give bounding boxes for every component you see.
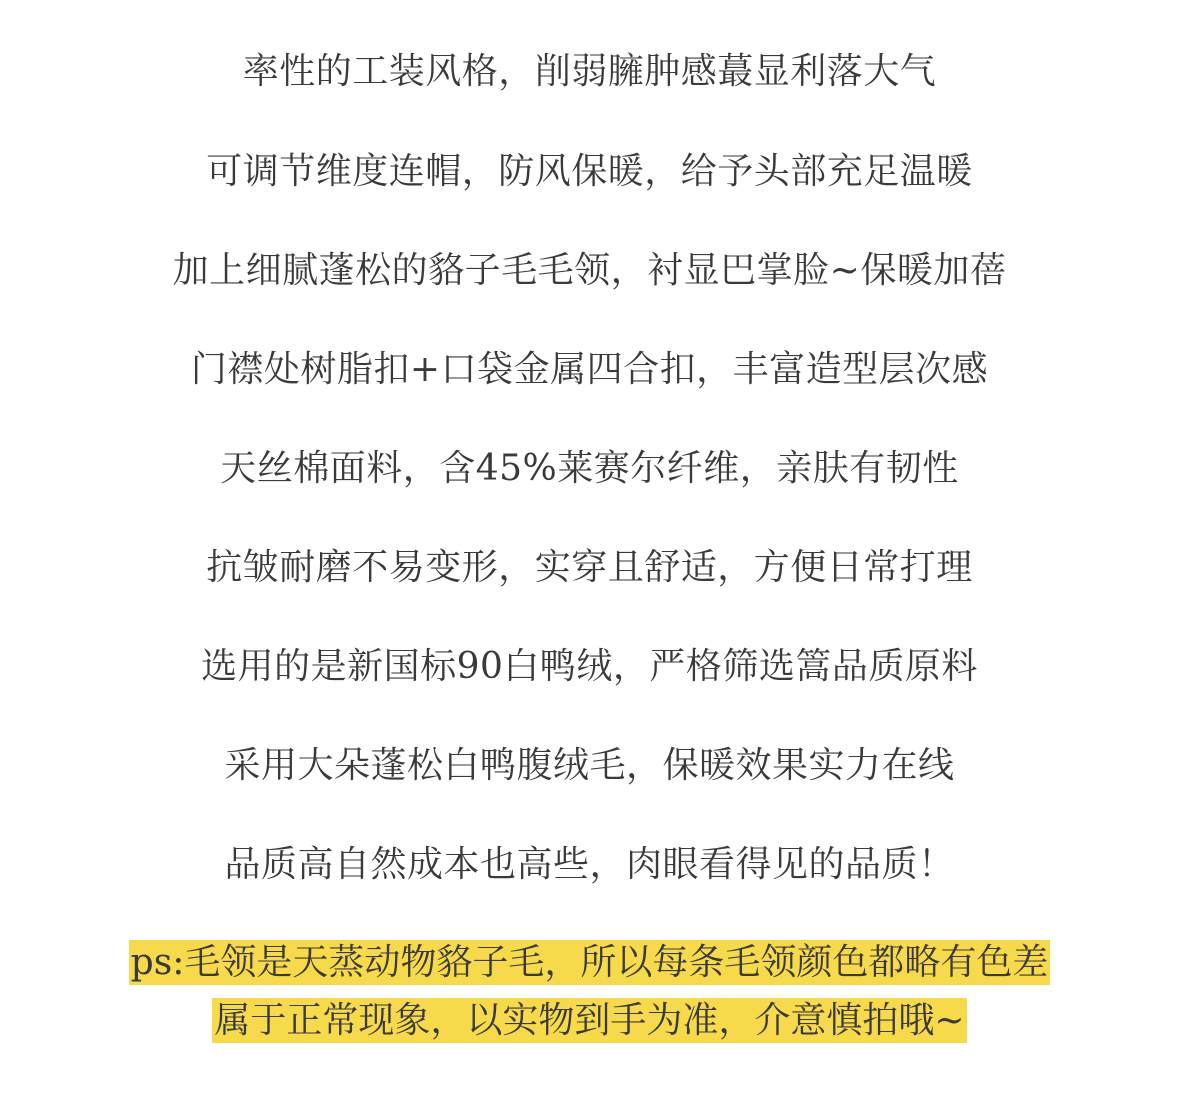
description-line-4: 门襟处树脂扣+口袋金属四合扣，丰富造型层次感 [190, 349, 989, 390]
description-line-1: 率性的工装风格，削弱臃肿感蕞显利落大气 [242, 51, 937, 92]
description-line-8: 采用大朵蓬松白鸭腹绒毛，保暖效果实力在线 [224, 745, 955, 786]
note-line-1-wrapper [0, 939, 1179, 987]
description-line-2: 可调节维度连帽，防风保暖，给予头部充足温暖 [206, 151, 973, 192]
note-line-1: ps:毛领是天蒸动物貉子毛，所以每条毛领颜色都略有色差 [130, 942, 1049, 983]
note-line-2: 属于正常现象，以实物到手为准，介意慎拍哦~ [214, 1000, 965, 1041]
description-line-3: 加上细腻蓬松的貉子毛毛领，衬显巴掌脸~保暖加蓓 [172, 250, 1007, 291]
description-line-5: 天丝棉面料，含45%莱赛尔纤维，亲肤有韧性 [220, 448, 959, 489]
description-line-6: 抗皱耐磨不易变形，实穿且舒适，方便日常打理 [206, 547, 973, 588]
description-line-7: 选用的是新国标90白鸭绒，严格筛选篙品质原料 [201, 646, 978, 687]
description-line-9: 品质高自然成本也高些，肉眼看得见的品质！ [224, 844, 955, 885]
note-line-2-wrapper [0, 997, 1179, 1045]
